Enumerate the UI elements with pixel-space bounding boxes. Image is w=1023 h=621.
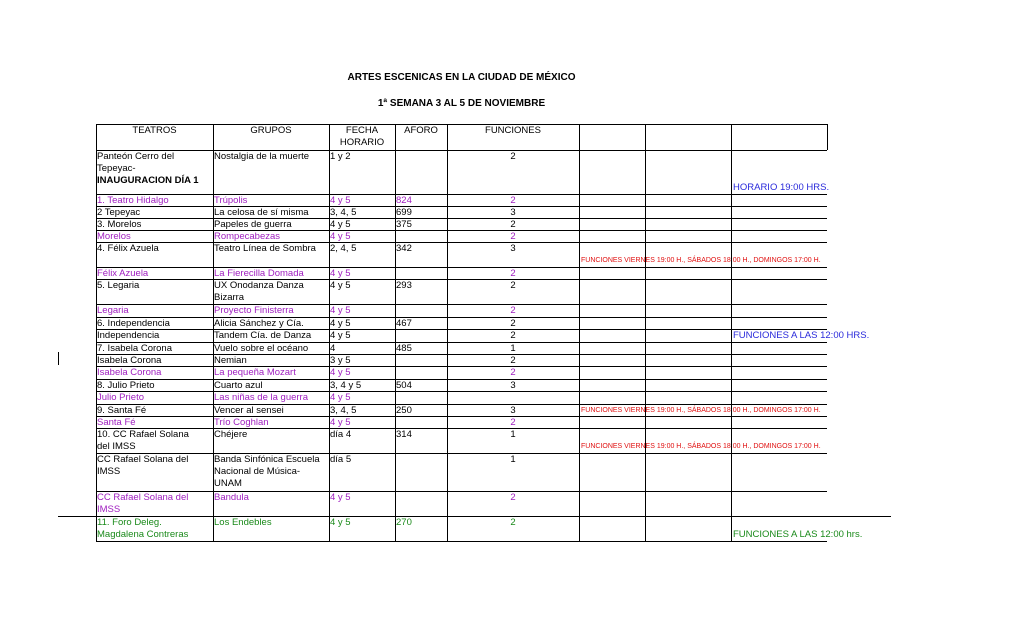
cell-grupo: Nacional de Música- — [214, 466, 301, 477]
row-border — [96, 428, 827, 429]
row-border — [96, 366, 827, 367]
cell-grupo: La pequeña Mozart — [214, 367, 296, 378]
cell-fecha: 3 y 5 — [330, 355, 351, 366]
cell-teatro: Tepeyac- — [97, 163, 136, 174]
cell-grupo: Nemian — [214, 355, 247, 366]
document-subtitle: 1ª SEMANA 3 AL 5 DE NOVIEMBRE — [377, 98, 546, 109]
cell-grupo: Vencer al sensei — [214, 405, 284, 416]
cell-teatro: INAUGURACION DÍA 1 — [97, 175, 199, 186]
cell-teatro: Independencia — [97, 330, 160, 341]
column-border — [731, 124, 732, 541]
row-border — [96, 124, 827, 125]
document-title: ARTES ESCENICAS EN LA CIUDAD DE MÉXICO — [347, 72, 576, 83]
cell-aforo: 270 — [396, 517, 412, 528]
cell-fecha: 4 y 5 — [330, 268, 351, 279]
column-border — [213, 124, 214, 541]
cell-funciones: 3 — [510, 243, 516, 254]
cell-fecha: 4 y 5 — [330, 367, 351, 378]
cell-teatro: 4. Félix Azuela — [97, 243, 159, 254]
header-aforo: AFORO — [404, 125, 438, 136]
cell-funciones: 2 — [510, 417, 516, 428]
cell-grupo: Banda Sinfónica Escuela — [214, 454, 320, 465]
cell-aforo: 375 — [396, 219, 412, 230]
cell-fecha: 4 y 5 — [330, 195, 351, 206]
row-note: FUNCIONES A LAS 12:00 HRS. — [733, 330, 870, 341]
cell-fecha: 4 y 5 — [330, 305, 351, 316]
cell-grupo: La Fierecilla Domada — [214, 268, 304, 279]
row-border — [96, 242, 827, 243]
cell-funciones: 2 — [510, 280, 516, 291]
text-cursor — [58, 352, 59, 365]
row-border — [96, 304, 827, 305]
header-teatro: TEATROS — [132, 125, 177, 136]
cell-funciones: 3 — [510, 207, 516, 218]
cell-teatro: 8. Julio Prieto — [97, 380, 155, 391]
row-border — [96, 279, 827, 280]
column-border — [447, 124, 448, 541]
cell-teatro: CC Rafael Solana del — [97, 454, 189, 465]
cell-aforo: 504 — [396, 380, 412, 391]
cell-funciones: 1 — [510, 429, 516, 440]
cell-funciones: 2 — [510, 355, 516, 366]
cell-grupo: Tandem Cía. de Danza — [214, 330, 312, 341]
cell-aforo: 485 — [396, 343, 412, 354]
row-note: FUNCIONES VIERNES 19:00 H., SÁBADOS 18:00 H., DOMINGOS 17:00 H. — [581, 407, 821, 414]
header-funciones: FUNCIONES — [485, 125, 541, 136]
cell-teatro: Morelos — [97, 231, 131, 242]
cell-teatro: 6. Independencia — [97, 318, 170, 329]
cell-grupo: Teatro Línea de Sombra — [214, 243, 316, 254]
cell-teatro: Julio Prieto — [97, 392, 144, 403]
cell-aforo: 467 — [396, 318, 412, 329]
row-border — [96, 150, 827, 151]
cell-grupo: Chéjere — [214, 429, 248, 440]
cell-grupo: Cuarto azul — [214, 380, 263, 391]
cell-funciones: 3 — [510, 405, 516, 416]
cell-teatro: Legaria — [97, 305, 129, 316]
cell-teatro: 3. Morelos — [97, 219, 142, 230]
column-border — [96, 124, 97, 541]
cell-fecha: 4 y 5 — [330, 219, 351, 230]
cell-fecha: 4 y 5 — [330, 492, 351, 503]
cell-grupo: Bandula — [214, 492, 249, 503]
row-border — [96, 379, 827, 380]
row-note: HORARIO 19:00 HRS. — [733, 182, 830, 193]
cell-funciones: 2 — [510, 268, 516, 279]
row-border — [96, 218, 827, 219]
cell-grupo: Trío Coghlan — [214, 417, 269, 428]
cell-aforo: 250 — [396, 405, 412, 416]
cell-grupo: Trúpolis — [214, 195, 248, 206]
cell-funciones: 2 — [510, 305, 516, 316]
cell-aforo: 293 — [396, 280, 412, 291]
row-border — [96, 267, 827, 268]
cell-fecha: 3, 4 y 5 — [330, 380, 362, 391]
row-border — [96, 329, 827, 330]
cell-fecha: 4 y 5 — [330, 517, 351, 528]
cell-fecha: 2, 4, 5 — [330, 243, 357, 254]
cell-teatro: Isabela Corona — [97, 355, 162, 366]
cell-funciones: 2 — [510, 195, 516, 206]
cell-grupo: Nostalgia de la muerte — [214, 151, 310, 162]
cell-grupo: Vuelo sobre el océano — [214, 343, 309, 354]
row-border — [96, 516, 827, 517]
cell-teatro: IMSS — [97, 504, 121, 515]
cell-teatro: 11. Foro Deleg. — [97, 517, 162, 528]
row-border — [96, 230, 827, 231]
cell-grupo: UX Onodanza Danza — [214, 280, 304, 291]
cell-fecha: 4 y 5 — [330, 231, 351, 242]
cell-funciones: 2 — [510, 492, 516, 503]
row-border — [96, 404, 827, 405]
row-border — [96, 541, 827, 542]
cell-teatro: 5. Legaria — [97, 280, 140, 291]
row-note: FUNCIONES VIERNES 19:00 H., SÁBADOS 18:00 H., DOMINGOS 17:00 H. — [581, 257, 821, 264]
row-border — [96, 416, 827, 417]
cell-fecha: día 5 — [330, 454, 352, 465]
row-note: FUNCIONES VIERNES 19:00 H., SÁBADOS 18:00 H., DOMINGOS 17:00 H. — [581, 443, 821, 450]
cell-funciones: 1 — [510, 343, 516, 354]
row-border — [96, 491, 827, 492]
cell-teatro: del IMSS — [97, 441, 136, 452]
cell-grupo: Bizarra — [214, 292, 245, 303]
cell-fecha: día 4 — [330, 429, 352, 440]
cell-aforo: 314 — [396, 429, 412, 440]
cell-fecha: 3, 4, 5 — [330, 207, 357, 218]
row-note: FUNCIONES A LAS 12:00 hrs. — [733, 529, 863, 540]
cell-fecha: 4 — [330, 343, 336, 354]
row-border — [96, 317, 827, 318]
cell-grupo: Los Endebles — [214, 517, 272, 528]
cell-funciones: 2 — [510, 151, 516, 162]
cell-funciones: 2 — [510, 318, 516, 329]
cell-teatro: Félix Azuela — [97, 268, 149, 279]
column-border — [329, 124, 330, 541]
cell-fecha: 1 y 2 — [330, 151, 351, 162]
cell-teatro: Isabela Corona — [97, 367, 162, 378]
row-border — [96, 453, 827, 454]
row-border — [96, 354, 827, 355]
cell-funciones: 2 — [510, 517, 516, 528]
cell-fecha: 4 y 5 — [330, 318, 351, 329]
cell-aforo: 824 — [396, 195, 412, 206]
cell-teatro: Magdalena Contreras — [97, 529, 189, 540]
header-fecha: FECHA HORARIO — [339, 125, 385, 148]
cell-teatro: 7. Isabela Corona — [97, 343, 172, 354]
column-border — [579, 124, 580, 541]
column-border — [395, 124, 396, 541]
cell-fecha: 3, 4, 5 — [330, 405, 357, 416]
row-border — [96, 194, 827, 195]
cell-funciones: 2 — [510, 219, 516, 230]
cell-fecha: 4 y 5 — [330, 280, 351, 291]
cell-teatro: Santa Fé — [97, 417, 136, 428]
cell-fecha: 4 y 5 — [330, 392, 351, 403]
cell-grupo: UNAM — [214, 478, 242, 489]
cell-teatro: IMSS — [97, 466, 121, 477]
cell-teatro: Panteón Cerro del — [97, 151, 175, 162]
row-border — [96, 342, 827, 343]
cell-funciones: 2 — [510, 231, 516, 242]
cell-funciones: 3 — [510, 380, 516, 391]
cell-aforo: 342 — [396, 243, 412, 254]
row-border — [96, 391, 827, 392]
cell-grupo: Alicia Sánchez y Cía. — [214, 318, 304, 329]
cell-teatro: 2 Tepeyac — [97, 207, 141, 218]
cell-grupo: Proyecto Finisterra — [214, 305, 294, 316]
row-border — [96, 206, 827, 207]
cell-fecha: 4 y 5 — [330, 330, 351, 341]
cell-teatro: 10. CC Rafael Solana — [97, 429, 189, 440]
column-border — [827, 124, 828, 150]
cell-teatro: 1. Teatro Hidalgo — [97, 195, 169, 206]
cell-teatro: CC Rafael Solana del — [97, 492, 189, 503]
cell-teatro: 9. Santa Fé — [97, 405, 147, 416]
column-border — [645, 124, 646, 541]
cell-grupo: Las niñas de la guerra — [214, 392, 309, 403]
cell-fecha: 4 y 5 — [330, 417, 351, 428]
cell-funciones: 2 — [510, 330, 516, 341]
cell-aforo: 699 — [396, 207, 412, 218]
cell-grupo: Papeles de guerra — [214, 219, 292, 230]
header-grupo: GRUPOS — [250, 125, 292, 136]
cell-funciones: 2 — [510, 367, 516, 378]
cell-grupo: La celosa de sí misma — [214, 207, 309, 218]
cell-funciones: 1 — [510, 454, 516, 465]
cell-grupo: Rompecabezas — [214, 231, 281, 242]
